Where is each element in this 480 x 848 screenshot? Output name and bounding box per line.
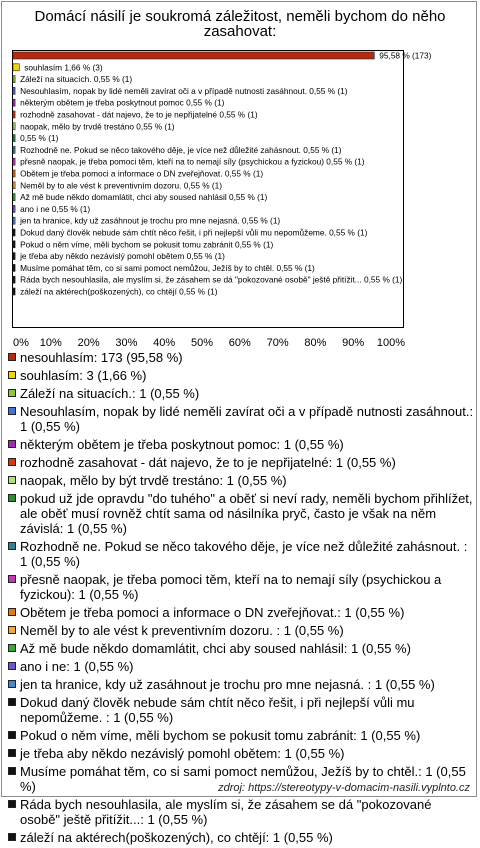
legend-swatch-8 (8, 542, 16, 550)
bar-label-15: Dokud daný člověk nebude sám chtít něco řešit, i při nejlepší vůli mu nepomůžeme. 0,55 % (1) (20, 227, 368, 238)
legend-label-1: souhlasím: 3 (1,66 %) (20, 368, 147, 383)
bar-3 (13, 87, 15, 94)
legend-swatch-0 (8, 353, 16, 361)
legend-label-8: Rozhodně ne. Pokud se něco takového děje, je více než důležité zahásnout. : 1 (0,55 %) (20, 539, 468, 569)
legend-item-1 (8, 368, 474, 383)
legend (8, 350, 474, 848)
legend-swatch-17 (8, 749, 16, 757)
bar-label-18: Musíme pomáhat těm, co si sami pomoct nemůžou, Ježíš by to chtěl. 0,55 % (1) (20, 262, 315, 273)
legend-item-14 (8, 677, 474, 692)
legend-swatch-4 (8, 440, 16, 448)
legend-item-19 (8, 797, 474, 827)
bar-label-10: Obětem je třeba pomoci a informace o DN zveřejňovat. 0,55 % (1) (20, 168, 264, 179)
legend-item-13 (8, 659, 474, 674)
legend-swatch-20 (8, 833, 16, 841)
source-note: zdroj: https://stereotypy-v-domacim-nasili.vyplnto.cz (218, 782, 470, 794)
legend-label-0: nesouhlasím: 173 (95,58 %) (20, 350, 183, 365)
bar-label-17: je třeba aby někdo nezávislý pomohl obětem 0,55 % (1) (20, 251, 225, 262)
legend-swatch-9 (8, 575, 16, 583)
bar-label-7: 0,55 % (1) (20, 133, 59, 144)
x-tick-label-10: 100% (376, 337, 406, 349)
legend-label-12: Až mě bude někdo domamlátit, chci aby soused nahlásil: 1 (0,55 %) (20, 641, 411, 656)
bar-label-6: naopak, mělo by trvdě trestáno 0,55 % (1) (20, 121, 175, 132)
x-tick-label-4: 40% (153, 337, 176, 349)
bar-7 (13, 135, 15, 142)
legend-swatch-16 (8, 731, 16, 739)
legend-item-3 (8, 404, 474, 434)
x-tick-label-3: 30% (115, 337, 138, 349)
bar-4 (13, 99, 15, 106)
bar-label-14: jen ta hranice, kdy už zasáhnout je trochu pro mne nejasná. 0,55 % (1) (20, 215, 281, 226)
legend-label-3: Nesouhlasím, nopak by lidé neměli zavírat oči a v případě nutnosti zasáhnout.: 1 (0,55 %) (20, 404, 474, 434)
legend-swatch-2 (8, 389, 16, 397)
legend-label-4: některým obětem je třeba poskytnout pomoc: 1 (0,55 %) (20, 437, 344, 452)
legend-swatch-1 (8, 371, 16, 379)
bar-label-5: rozhodně zasahovat - dát najevo, že to je nepřijatelné 0,55 % (1) (20, 109, 258, 120)
legend-swatch-10 (8, 608, 16, 616)
bar-label-3: Nesouhlasím, nopak by lidé neměli zavírat oči a v případě nutnosti zasáhnout. 0,55 % (1) (20, 85, 348, 96)
legend-swatch-5 (8, 458, 16, 466)
legend-item-10 (8, 605, 474, 620)
legend-item-16 (8, 728, 474, 743)
bar-label-16: Pokud o něm víme, měli bychom se pokusit tomu zabránit 0,55 % (1) (20, 239, 274, 250)
bar-15 (13, 229, 15, 236)
legend-item-0 (8, 350, 474, 365)
legend-swatch-12 (8, 644, 16, 652)
legend-swatch-6 (8, 476, 16, 484)
legend-swatch-11 (8, 626, 16, 634)
bar-8 (13, 146, 15, 153)
bar-18 (13, 264, 15, 271)
bar-label-1: souhlasím 1,66 % (3) (24, 62, 103, 73)
legend-swatch-13 (8, 662, 16, 670)
bar-label-2: Záleží na situacích. 0,55 % (1) (20, 74, 133, 85)
bar-0 (13, 52, 374, 59)
legend-item-9 (8, 572, 474, 602)
legend-item-15 (8, 695, 474, 725)
x-tick-label-1: 10% (39, 337, 62, 349)
x-tick-label-5: 50% (190, 337, 214, 349)
legend-label-14: jen ta hranice, kdy už zasáhnout je trochu pro mne nejasná. : 1 (0,55 %) (20, 677, 435, 692)
bar-label-12: Až mě bude někdo domamlátit, chci aby soused nahlásil 0,55 % (1) (20, 192, 268, 203)
legend-label-16: Pokud o něm víme, měli bychom se pokusit tomu zabránit: 1 (0,55 %) (20, 728, 421, 743)
bar-10 (13, 170, 15, 177)
bar-label-19: Ráda bych nesouhlasila, ale myslím si, že zásahem se dá "pokozované osobě" ještě přitížit... 0,55 % (1) (20, 274, 403, 285)
legend-item-12 (8, 641, 474, 656)
legend-item-2 (8, 386, 474, 401)
legend-swatch-15 (8, 698, 16, 706)
legend-label-5: rozhodně zasahovat - dát najevo, že to je nepřijatelné: 1 (0,55 %) (20, 455, 396, 470)
bar-20 (13, 288, 15, 295)
legend-swatch-3 (8, 407, 16, 415)
x-tick-label-7: 70% (266, 337, 289, 349)
legend-label-13: ano i ne: 1 (0,55 %) (20, 659, 134, 674)
bar-1 (13, 64, 19, 71)
bar-12 (13, 194, 15, 201)
legend-item-20 (8, 830, 474, 845)
legend-label-19: Ráda bych nesouhlasila, ale myslím si, že zásahem se dá "pokozované osobě" ještě přitížit...: 1 (0,55 %) (20, 797, 432, 827)
x-tick-label-6: 60% (228, 337, 251, 349)
bar-14 (13, 217, 15, 224)
bar-label-4: některým obětem je třeba poskytnout pomoc 0,55 % (1) (20, 97, 225, 108)
bar-19 (13, 276, 15, 283)
legend-label-2: Záleží na situacích.: 1 (0,55 %) (20, 386, 200, 401)
legend-label-7: pokud už jde opravdu "do tuhého" a oběť si neví rady, neměli bychom přihlížet, ale oběť musí rovněž chtít sama od násilníka pryč, často je však na něm závislá: 1 (0,55 %) (20, 491, 473, 536)
legend-item-17 (8, 746, 474, 761)
legend-item-8 (8, 539, 474, 569)
x-tick-label-8: 80% (304, 337, 327, 349)
legend-label-17: je třeba aby někdo nezávislý pomohl obětem: 1 (0,55 %) (20, 746, 345, 761)
bar-11 (13, 182, 15, 189)
legend-swatch-19 (8, 800, 16, 808)
legend-item-5 (8, 455, 474, 470)
legend-item-4 (8, 437, 474, 452)
legend-label-10: Obětem je třeba pomoci a informace o DN zveřejňovat.: 1 (0,55 %) (20, 605, 405, 620)
legend-label-20: záleží na aktérech(poškozených), co chtějí: 1 (0,55 %) (20, 830, 333, 845)
legend-label-11: Neměl by to ale vést k preventivním dozoru. : 1 (0,55 %) (20, 623, 344, 638)
legend-label-15: Dokud daný člověk nebude sám chtít něco řešit, i při nejlepší vůli mu nepomůžeme. : 1 (0,55 %) (20, 695, 415, 725)
x-tick-label-9: 90% (342, 337, 365, 349)
legend-swatch-14 (8, 680, 16, 688)
legend-label-18: Musíme pomáhat těm, co si sami pomoct nemůžou, Ježíš by to chtěl.: 1 (0,55 %) (20, 764, 466, 794)
bar-13 (13, 205, 15, 212)
legend-label-9: přesně naopak, je třeba pomoci těm, kteří na to nemají síly (psychickou a fyzickou): 1 (0,55 %) (20, 572, 442, 602)
legend-swatch-18 (8, 767, 16, 775)
bar-chart (0, 0, 480, 350)
bar-17 (13, 253, 15, 260)
x-tick-label-2: 20% (77, 337, 100, 349)
bar-6 (13, 123, 15, 130)
chart-title: Domácí násilí je soukromá záležitost, neměli bychom do něho zasahovat: (34, 8, 446, 40)
legend-swatch-7 (8, 494, 16, 502)
bar-2 (13, 76, 15, 83)
bar-label-11: Neměl by to ale vést k preventivním dozoru. 0,55 % (1) (20, 180, 223, 191)
legend-label-6: naopak, mělo by být trvdě trestáno: 1 (0,55 %) (20, 473, 287, 488)
bar-label-9: přesně naopak, je třeba pomoci těm, kteří na to nemají síly (psychickou a fyzickou) 0,55 % (1) (20, 156, 365, 167)
bar-5 (13, 111, 15, 118)
legend-item-11 (8, 623, 474, 638)
bar-label-20: záleží na aktérech(poškozených), co chtějí 0,55 % (1) (20, 286, 218, 297)
x-tick-label-0: 0% (13, 337, 29, 349)
bar-label-13: ano i ne 0,55 % (1) (20, 203, 91, 214)
legend-item-7 (8, 491, 474, 536)
bar-16 (13, 241, 15, 248)
legend-item-6 (8, 473, 474, 488)
bar-9 (13, 158, 15, 165)
bar-label-8: Rozhodně ne. Pokud se něco takového děje, je více než důležité zahásnout. 0,55 % (1) (20, 144, 342, 155)
bar-label-0: 95,58 % (173) (379, 50, 432, 61)
